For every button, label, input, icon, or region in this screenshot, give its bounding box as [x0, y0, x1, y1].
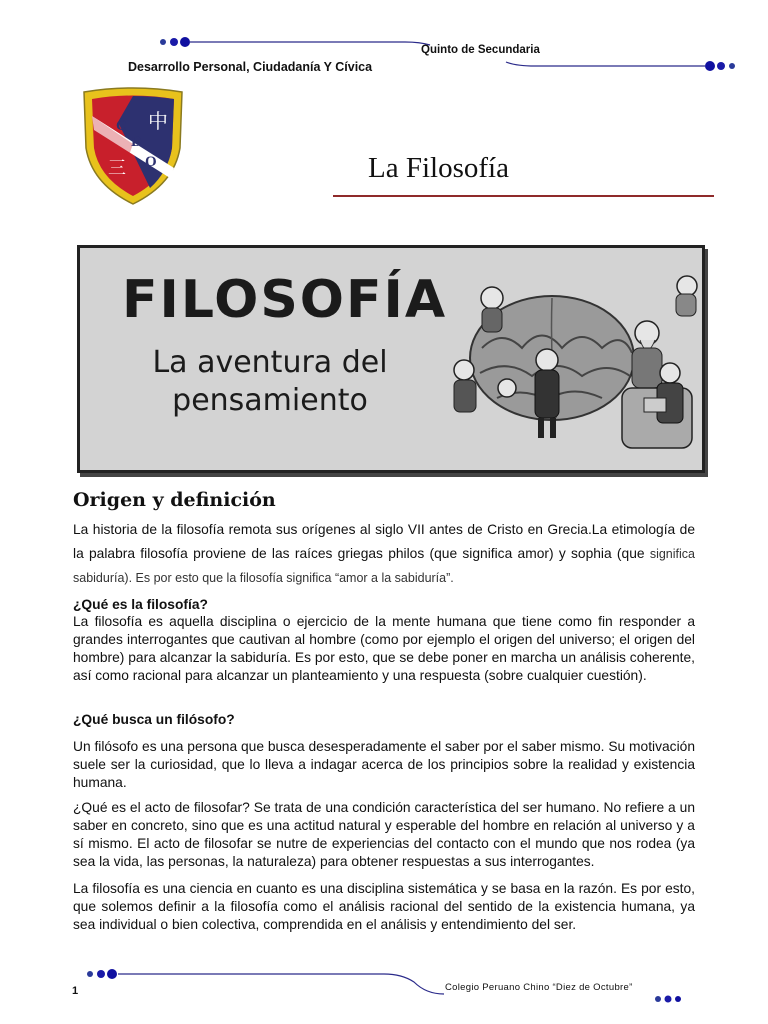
- paragraph-philosophy-science: La filosofía es una ciencia en cuanto es una disciplina sistemática y se basa en la razón. Es por esto, que solemos definir a la filosofía como el análisis racional del sentido de la existencia humana, ya sea individual o bien colectiva, comprendida en el análisis y entendimiento del ser.: [73, 881, 695, 932]
- dot: [665, 996, 672, 1003]
- dot: [87, 971, 93, 977]
- dot: [675, 996, 681, 1002]
- crest-letter-o: O: [145, 154, 157, 170]
- dot: [107, 969, 117, 979]
- dot: [160, 39, 166, 45]
- dot: [97, 970, 105, 978]
- footer-curve: [118, 974, 444, 994]
- dot: [170, 38, 178, 46]
- school-crest: [78, 86, 188, 208]
- paragraph-act-of-philosophizing: ¿Qué es el acto de filosofar? Se trata de una condición característica del ser humano. No refiere a un saber en concreto, sino que es una actitud natural y esperable del hombre en relación al universo y a sí mismo. El acto de filosofar se nutre de experiencias del contacto con el mundo que nos rodea (ya sea la vida, las personas, la naturaleza) para obtener respuestas a sus interrogantes.: [73, 800, 695, 869]
- crest-letter-d: D: [131, 134, 142, 150]
- origin-text: La historia de la filosofía remota sus orígenes al siglo VII antes de Cristo en Grecia.La etimología de la palabra filosofía proviene de las raíces griegas philos (que significa amor) y sophia (que: [73, 522, 695, 561]
- banner-subtitle-line2: pensamiento: [172, 383, 368, 418]
- dot: [655, 996, 661, 1002]
- section-heading-origin: Origen y definición: [73, 489, 276, 511]
- footer-school-name: Colegio Peruano Chino “Diez de Octubre”: [445, 982, 633, 993]
- dot: [717, 62, 725, 70]
- banner-subtitle-line1: La aventura del: [152, 345, 388, 380]
- header-curve-right: [506, 62, 705, 66]
- question-what-seeks-philosopher: ¿Qué busca un filósofo?: [73, 712, 235, 727]
- grade-label: Quinto de Secundaria: [421, 44, 540, 56]
- dot: [180, 37, 190, 47]
- banner-title: FILOSOFÍA: [122, 270, 448, 330]
- crest-glyph-bottom: 三: [108, 158, 126, 179]
- answer-what-is-philosophy: La filosofía es aquella disciplina o ejercicio de la mente humana que tiene como fin responder a grandes interrogantes que cautivan al hombre (como por ejemplo el origen del universo; el origen del hombre) para alcanzar la sabiduría. Es por esto, que se debe poner en marcha un análisis coherente, así como racional para alcanzar un planteamiento y una respuesta (sobre cualquier cuestión).: [73, 614, 695, 683]
- crest-glyph-top: 中: [148, 109, 168, 133]
- course-title: Desarrollo Personal, Ciudadanía Y Cívica: [128, 60, 373, 74]
- dot: [729, 63, 735, 69]
- origin-paragraph: [73, 518, 695, 590]
- page-title: La Filosofía: [368, 152, 509, 184]
- answer-what-seeks-philosopher: Un filósofo es una persona que busca desesperadamente el saber por el saber mismo. Su motivación suele ser la curiosidad, que lo lleva a indagar acerca de los principios sobre la realidad y existencia humana.: [73, 739, 695, 790]
- dot: [705, 61, 715, 71]
- origin-text-small: significa sabiduría). Es por esto que la filosofía significa “amor a la sabiduría”.: [73, 547, 695, 585]
- crest-letter-c: C: [116, 118, 127, 134]
- question-what-is-philosophy: ¿Qué es la filosofía?: [73, 597, 208, 612]
- page-number: 1: [72, 985, 79, 997]
- philosophers-brain-illustration: [452, 248, 702, 470]
- banner-subtitle: [120, 344, 420, 420]
- title-underline: [333, 195, 714, 197]
- banner-image: [77, 245, 705, 473]
- header-curve: [190, 42, 430, 45]
